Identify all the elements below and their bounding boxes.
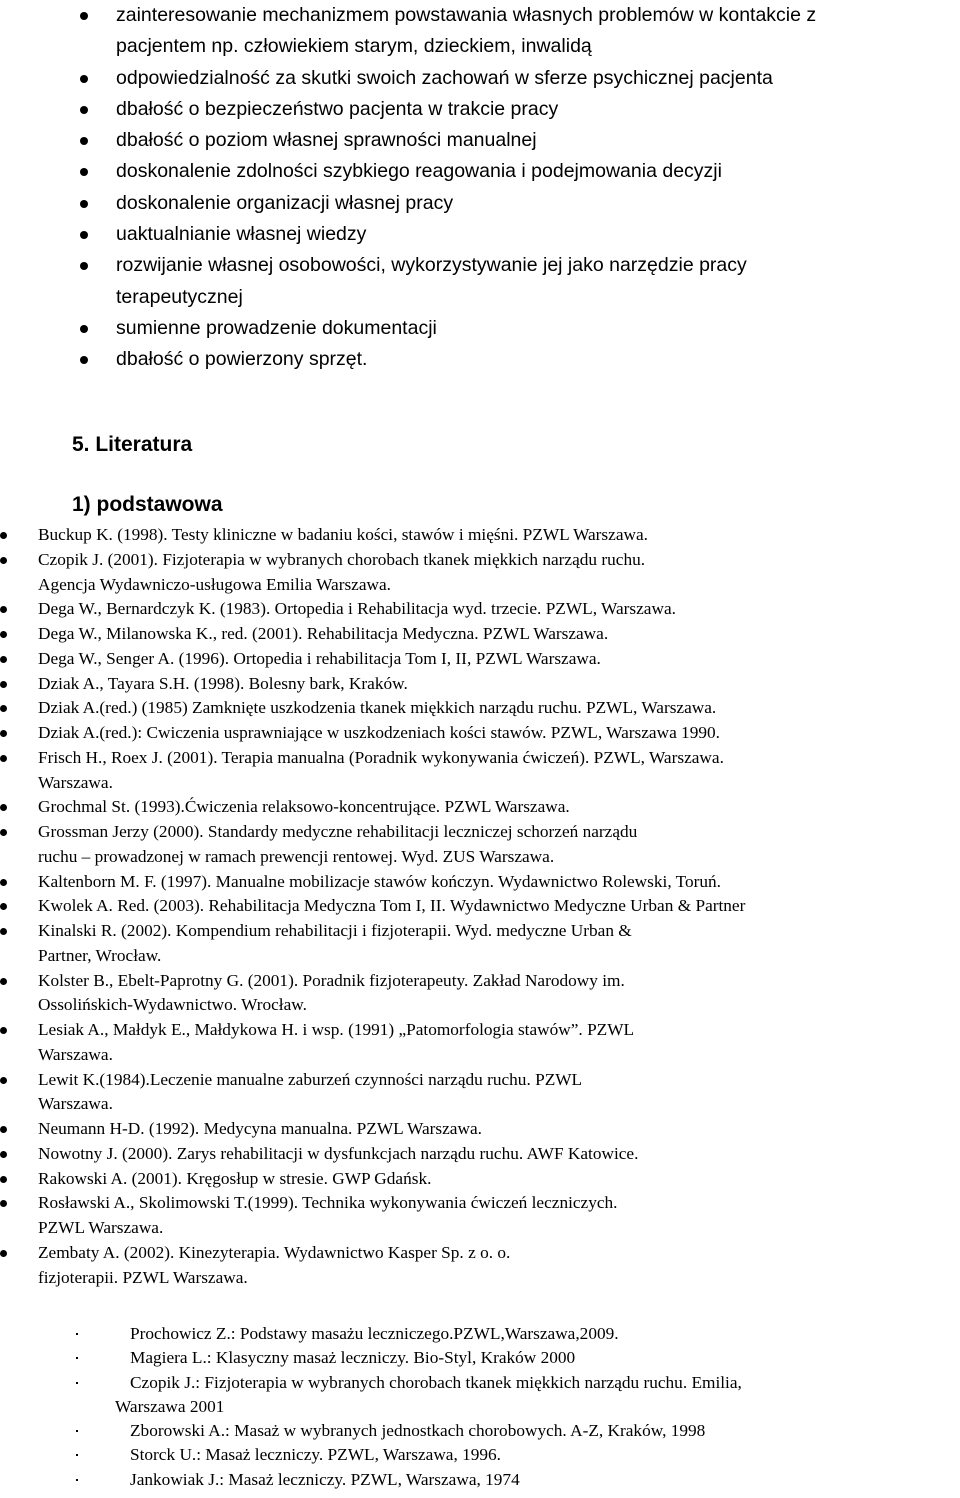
literature-item <box>0 795 960 820</box>
list-item-continuation: Ossolińskich-Wydawnictwo. Wrocław. <box>38 995 307 1015</box>
list-item-text: doskonalenie zdolności szybkiego reagowania i podejmowania decyzji <box>116 160 722 183</box>
list-item-continuation: ruchu – prowadzonej w ramach prewencji rentowej. Wyd. ZUS Warszawa. <box>38 846 555 866</box>
list-item-text: Rakowski A. (2001). Kręgosłup w stresie. GWP Gdańsk. <box>38 1168 432 1188</box>
list-item-text: Lesiak A., Małdyk E., Małdykowa H. i wsp. (1991) „Patomorfologia stawów”. PZWL <box>38 1020 635 1039</box>
list-item <box>0 219 960 250</box>
list-item-text: Kaltenborn M. F. (1997). Manualne mobilizacje stawów kończyn. Wydawnictwo Rolewski, Toruń. <box>38 871 722 891</box>
bullet-icon <box>80 106 88 114</box>
list-item-continuation: Warszawa 2001 <box>115 1396 225 1416</box>
list-item-text: Grochmal St. (1993).Ćwiczenia relaksowo-koncentrujące. PZWL Warszawa. <box>38 797 570 817</box>
literature-item <box>0 1468 960 1492</box>
list-item-continuation: Partner, Wrocław. <box>38 945 162 965</box>
bullet-icon <box>0 829 7 836</box>
bullet-icon <box>0 1027 7 1034</box>
bullet-icon <box>0 879 7 886</box>
subsection-heading: 1) podstawowa <box>72 493 223 516</box>
literature-item <box>0 1018 960 1068</box>
list-item-text: Dega W., Milanowska K., red. (2001). Rehabilitacja Medyczna. PZWL Warszawa. <box>38 624 609 643</box>
literature-item <box>0 1068 960 1118</box>
list-item-text: Frisch H., Roex J. (2001). Terapia manualna (Poradnik wykonywania ćwiczeń). PZWL, Warszawa. <box>38 747 724 767</box>
literature-item <box>0 746 960 796</box>
bullet-icon <box>80 12 88 20</box>
list-item-continuation: Warszawa. <box>38 772 113 792</box>
bullet-icon <box>0 730 7 737</box>
list-item-text: Dziak A.(red.): Cwiczenia usprawniające w uszkodzeniach kości stawów. PZWL, Warszawa 1990. <box>38 723 720 742</box>
list-item-text: uaktualnianie własnej wiedzy <box>116 223 367 246</box>
literature-item <box>0 1167 960 1192</box>
list-item-text: Zembaty A. (2002). Kinezyterapia. Wydawnictwo Kasper Sp. z o. o. <box>38 1242 511 1262</box>
bullet-icon <box>76 1454 78 1456</box>
list-item <box>0 0 960 63</box>
list-item-text: Magiera L.: Klasyczny masaż leczniczy. Bio-Styl, Kraków 2000 <box>130 1348 576 1368</box>
bullet-icon <box>0 631 7 638</box>
list-item-text: rozwijanie własnej osobowości, wykorzystywanie jej jako narzędzie pracy <box>116 254 747 277</box>
bullet-icon <box>80 168 88 176</box>
list-item-text: odpowiedzialność za skutki swoich zachowań w sferze psychicznej pacjenta <box>116 66 773 89</box>
bullet-icon <box>76 1382 78 1384</box>
literature-item <box>0 1241 960 1291</box>
literature-item <box>0 523 960 548</box>
list-item-continuation: PZWL Warszawa. <box>38 1218 164 1237</box>
list-item-text: Dziak A., Tayara S.H. (1998). Bolesny bark, Kraków. <box>38 673 408 693</box>
literature-item <box>0 597 960 622</box>
list-item-text: Dega W., Bernardczyk K. (1983). Ortopedia i Rehabilitacja wyd. trzecie. PZWL, Warszawa. <box>38 599 676 619</box>
list-item <box>0 125 960 156</box>
literature-item <box>0 919 960 969</box>
literature-item <box>0 672 960 697</box>
literature-item <box>0 1371 960 1420</box>
literature-item <box>0 870 960 895</box>
list-item <box>0 313 960 344</box>
list-item-continuation: Agencja Wydawniczo-usługowa Emilia Warszawa. <box>38 574 391 594</box>
bullet-icon <box>76 1357 78 1359</box>
bullet-icon <box>80 75 88 83</box>
literature-item <box>0 1346 960 1370</box>
list-item <box>0 188 960 219</box>
bullet-icon <box>80 356 88 364</box>
bullet-icon <box>0 606 7 613</box>
list-item <box>0 250 960 313</box>
list-item-text: sumienne prowadzenie dokumentacji <box>116 316 437 339</box>
list-item-text: Grossman Jerzy (2000). Standardy medyczne rehabilitacji leczniczej schorzeń narządu <box>38 822 638 841</box>
bullet-icon <box>80 231 88 239</box>
literature-item <box>0 1117 960 1142</box>
list-item-text: Neumann H-D. (1992). Medycyna manualna. PZWL Warszawa. <box>38 1119 482 1138</box>
list-item-text: Dziak A.(red.) (1985) Zamknięte uszkodzenia tkanek miękkich narządu ruchu. PZWL, Warszawa. <box>38 698 717 718</box>
literature-item <box>0 894 960 919</box>
literature-item <box>0 1142 960 1167</box>
list-item-continuation: pacjentem np. człowiekiem starym, dzieckiem, inwalidą <box>116 35 592 58</box>
bullet-icon <box>0 1151 7 1158</box>
list-item-continuation: terapeutycznej <box>116 285 243 308</box>
list-item-text: dbałość o poziom własnej sprawności manualnej <box>116 129 537 152</box>
list-item-continuation: Warszawa. <box>38 1094 113 1114</box>
list-item <box>0 344 960 375</box>
bullet-icon <box>0 681 7 688</box>
literature-item <box>0 1191 960 1241</box>
bullet-icon <box>0 532 7 539</box>
literature-item <box>0 1419 960 1443</box>
responsibilities-list <box>0 0 960 376</box>
list-item-text: Lewit K.(1984).Leczenie manualne zaburzeń czynności narządu ruchu. PZWL <box>38 1069 583 1089</box>
literature-item <box>0 696 960 721</box>
literature-item <box>0 721 960 746</box>
list-item-text: doskonalenie organizacji własnej pracy <box>116 191 454 214</box>
list-item-text: dbałość o powierzony sprzęt. <box>116 348 368 371</box>
list-item-text: Kolster B., Ebelt-Paprotny G. (2001). Poradnik fizjoterapeuty. Zakład Narodowy im. <box>38 970 625 990</box>
list-item-text: Jankowiak J.: Masaż leczniczy. PZWL, Warszawa, 1974 <box>130 1469 520 1489</box>
list-item-text: Zborowski A.: Masaż w wybranych jednostkach chorobowych. A-Z, Kraków, 1998 <box>130 1421 706 1441</box>
bullet-icon <box>76 1430 78 1432</box>
list-item-text: dbałość o bezpieczeństwo pacjenta w trakcie pracy <box>116 97 559 120</box>
literature-item <box>0 548 960 598</box>
list-item-text: Prochowicz Z.: Podstawy masażu leczniczego.PZWL,Warszawa,2009. <box>130 1324 619 1343</box>
bullet-icon <box>0 903 7 910</box>
additional-literature-list <box>0 1322 960 1492</box>
literature-item <box>0 622 960 647</box>
list-item-text: Storck U.: Masaż leczniczy. PZWL, Warszawa, 1996. <box>130 1445 501 1465</box>
list-item <box>0 63 960 94</box>
literature-item <box>0 1322 960 1346</box>
list-item <box>0 94 960 125</box>
list-item <box>0 156 960 187</box>
literature-item <box>0 1443 960 1467</box>
literature-item <box>0 820 960 870</box>
bullet-icon <box>0 755 7 762</box>
bullet-icon <box>0 656 7 663</box>
bullet-icon <box>80 200 88 208</box>
bullet-icon <box>0 1200 7 1207</box>
list-item-text: Nowotny J. (2000). Zarys rehabilitacji w dysfunkcjach narządu ruchu. AWF Katowice. <box>38 1143 639 1163</box>
bullet-icon <box>0 557 7 564</box>
section-heading: 5. Literatura <box>72 433 193 456</box>
bullet-icon <box>0 804 7 811</box>
list-item-text: Buckup K. (1998). Testy kliniczne w badaniu kości, stawów i mięśni. PZWL Warszawa. <box>38 525 648 544</box>
list-item-text: Dega W., Senger A. (1996). Ortopedia i rehabilitacja Tom I, II, PZWL Warszawa. <box>38 648 601 668</box>
list-item-continuation: Warszawa. <box>38 1044 113 1064</box>
literature-list <box>0 523 960 1290</box>
bullet-icon <box>80 262 88 270</box>
bullet-icon <box>80 137 88 145</box>
bullet-icon <box>80 325 88 333</box>
bullet-icon <box>0 978 7 985</box>
list-item-text: Czopik J. (2001). Fizjoterapia w wybranych chorobach tkanek miękkich narządu ruchu. <box>38 549 646 569</box>
bullet-icon <box>0 1250 7 1257</box>
list-item-text: Rosławski A., Skolimowski T.(1999). Technika wykonywania ćwiczeń leczniczych. <box>38 1193 618 1213</box>
bullet-icon <box>0 1077 7 1084</box>
list-item-continuation: fizjoterapii. PZWL Warszawa. <box>38 1267 248 1287</box>
list-item-text: Czopik J.: Fizjoterapia w wybranych chorobach tkanek miękkich narządu ruchu. Emilia, <box>130 1372 742 1392</box>
list-item-text: Kwolek A. Red. (2003). Rehabilitacja Medyczna Tom I, II. Wydawnictwo Medyczne Urban & Partner <box>38 896 746 916</box>
literature-item <box>0 969 960 1019</box>
bullet-icon <box>0 705 7 712</box>
bullet-icon <box>0 928 7 935</box>
list-item-text: Kinalski R. (2002). Kompendium rehabilitacji i fizjoterapii. Wyd. medyczne Urban & <box>38 921 632 940</box>
list-item-text: zainteresowanie mechanizmem powstawania własnych problemów w kontakcie z <box>116 4 817 26</box>
bullet-icon <box>76 1333 78 1335</box>
bullet-icon <box>0 1126 7 1133</box>
literature-item <box>0 647 960 672</box>
bullet-icon <box>76 1479 78 1481</box>
bullet-icon <box>0 1176 7 1183</box>
